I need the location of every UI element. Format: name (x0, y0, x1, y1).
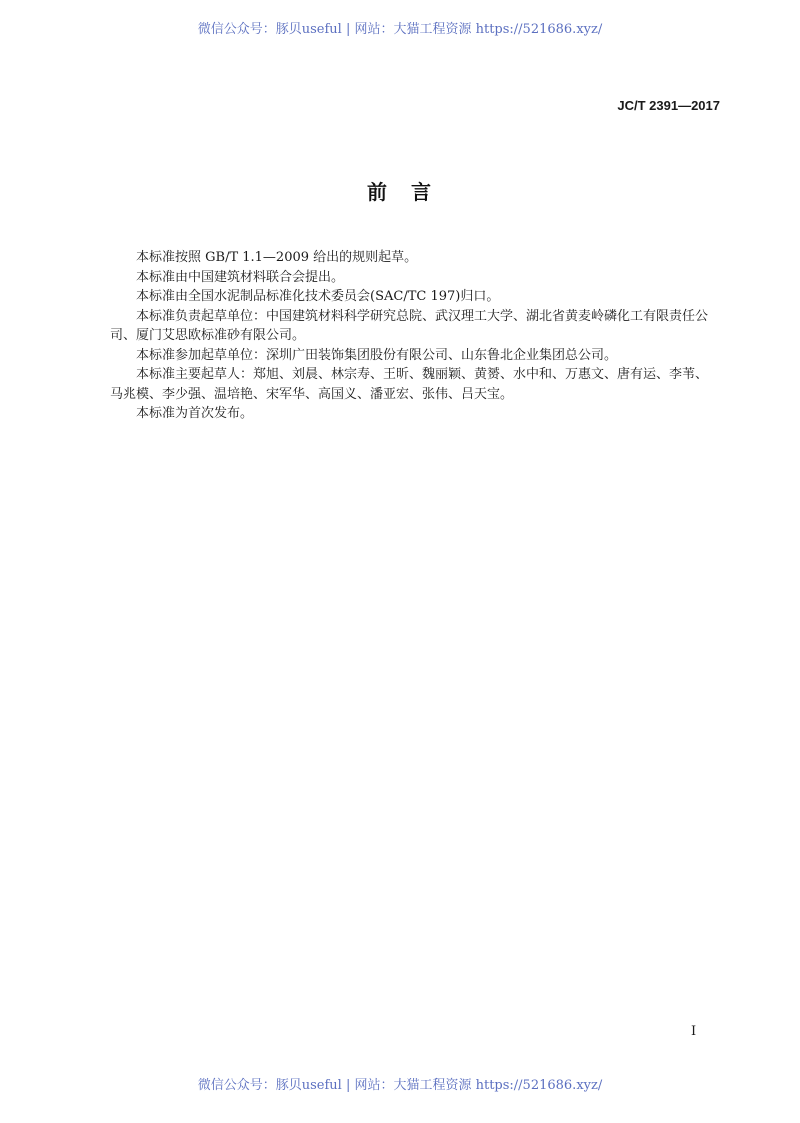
paragraph-proposer: 本标准由中国建筑材料联合会提出。 (136, 269, 345, 285)
standard-code: JC/T 2391—2017 (617, 98, 720, 113)
paragraph-lead-drafting-units: 本标准负责起草单位：中国建筑材料科学研究总院、武汉理工大学、湖北省黄麦岭磷化工有限责任公司、厦门艾思欧标准砂有限公司。 (110, 308, 709, 343)
paragraph-main-drafters: 本标准主要起草人：郑旭、刘晨、林宗寿、王昕、魏丽颖、黄赟、水中和、万惠文、唐有运、李苇、马兆模、李少强、温培艳、宋军华、高国义、潘亚宏、张伟、吕天宝。 (110, 367, 709, 402)
foreword-body (110, 248, 710, 424)
paragraph-drafting-rules: 本标准按照 GB/T 1.1—2009 给出的规则起草。 (136, 250, 418, 265)
paragraph-technical-committee: 本标准由全国水泥制品标准化技术委员会(SAC/TC 197)归口。 (136, 289, 500, 304)
watermark-top: 微信公众号：豚贝useful | 网站：大猫工程资源 https://521686.xyz/ (197, 22, 603, 37)
page-title: 前 言 (367, 180, 433, 204)
watermark-bottom: 微信公众号：豚贝useful | 网站：大猫工程资源 https://521686.xyz/ (197, 1078, 603, 1093)
paragraph-first-release: 本标准为首次发布。 (136, 406, 254, 421)
page-number: I (691, 1024, 697, 1039)
paragraph-participating-units: 本标准参加起草单位：深圳广田装饰集团股份有限公司、山东鲁北企业集团总公司。 (136, 347, 618, 363)
